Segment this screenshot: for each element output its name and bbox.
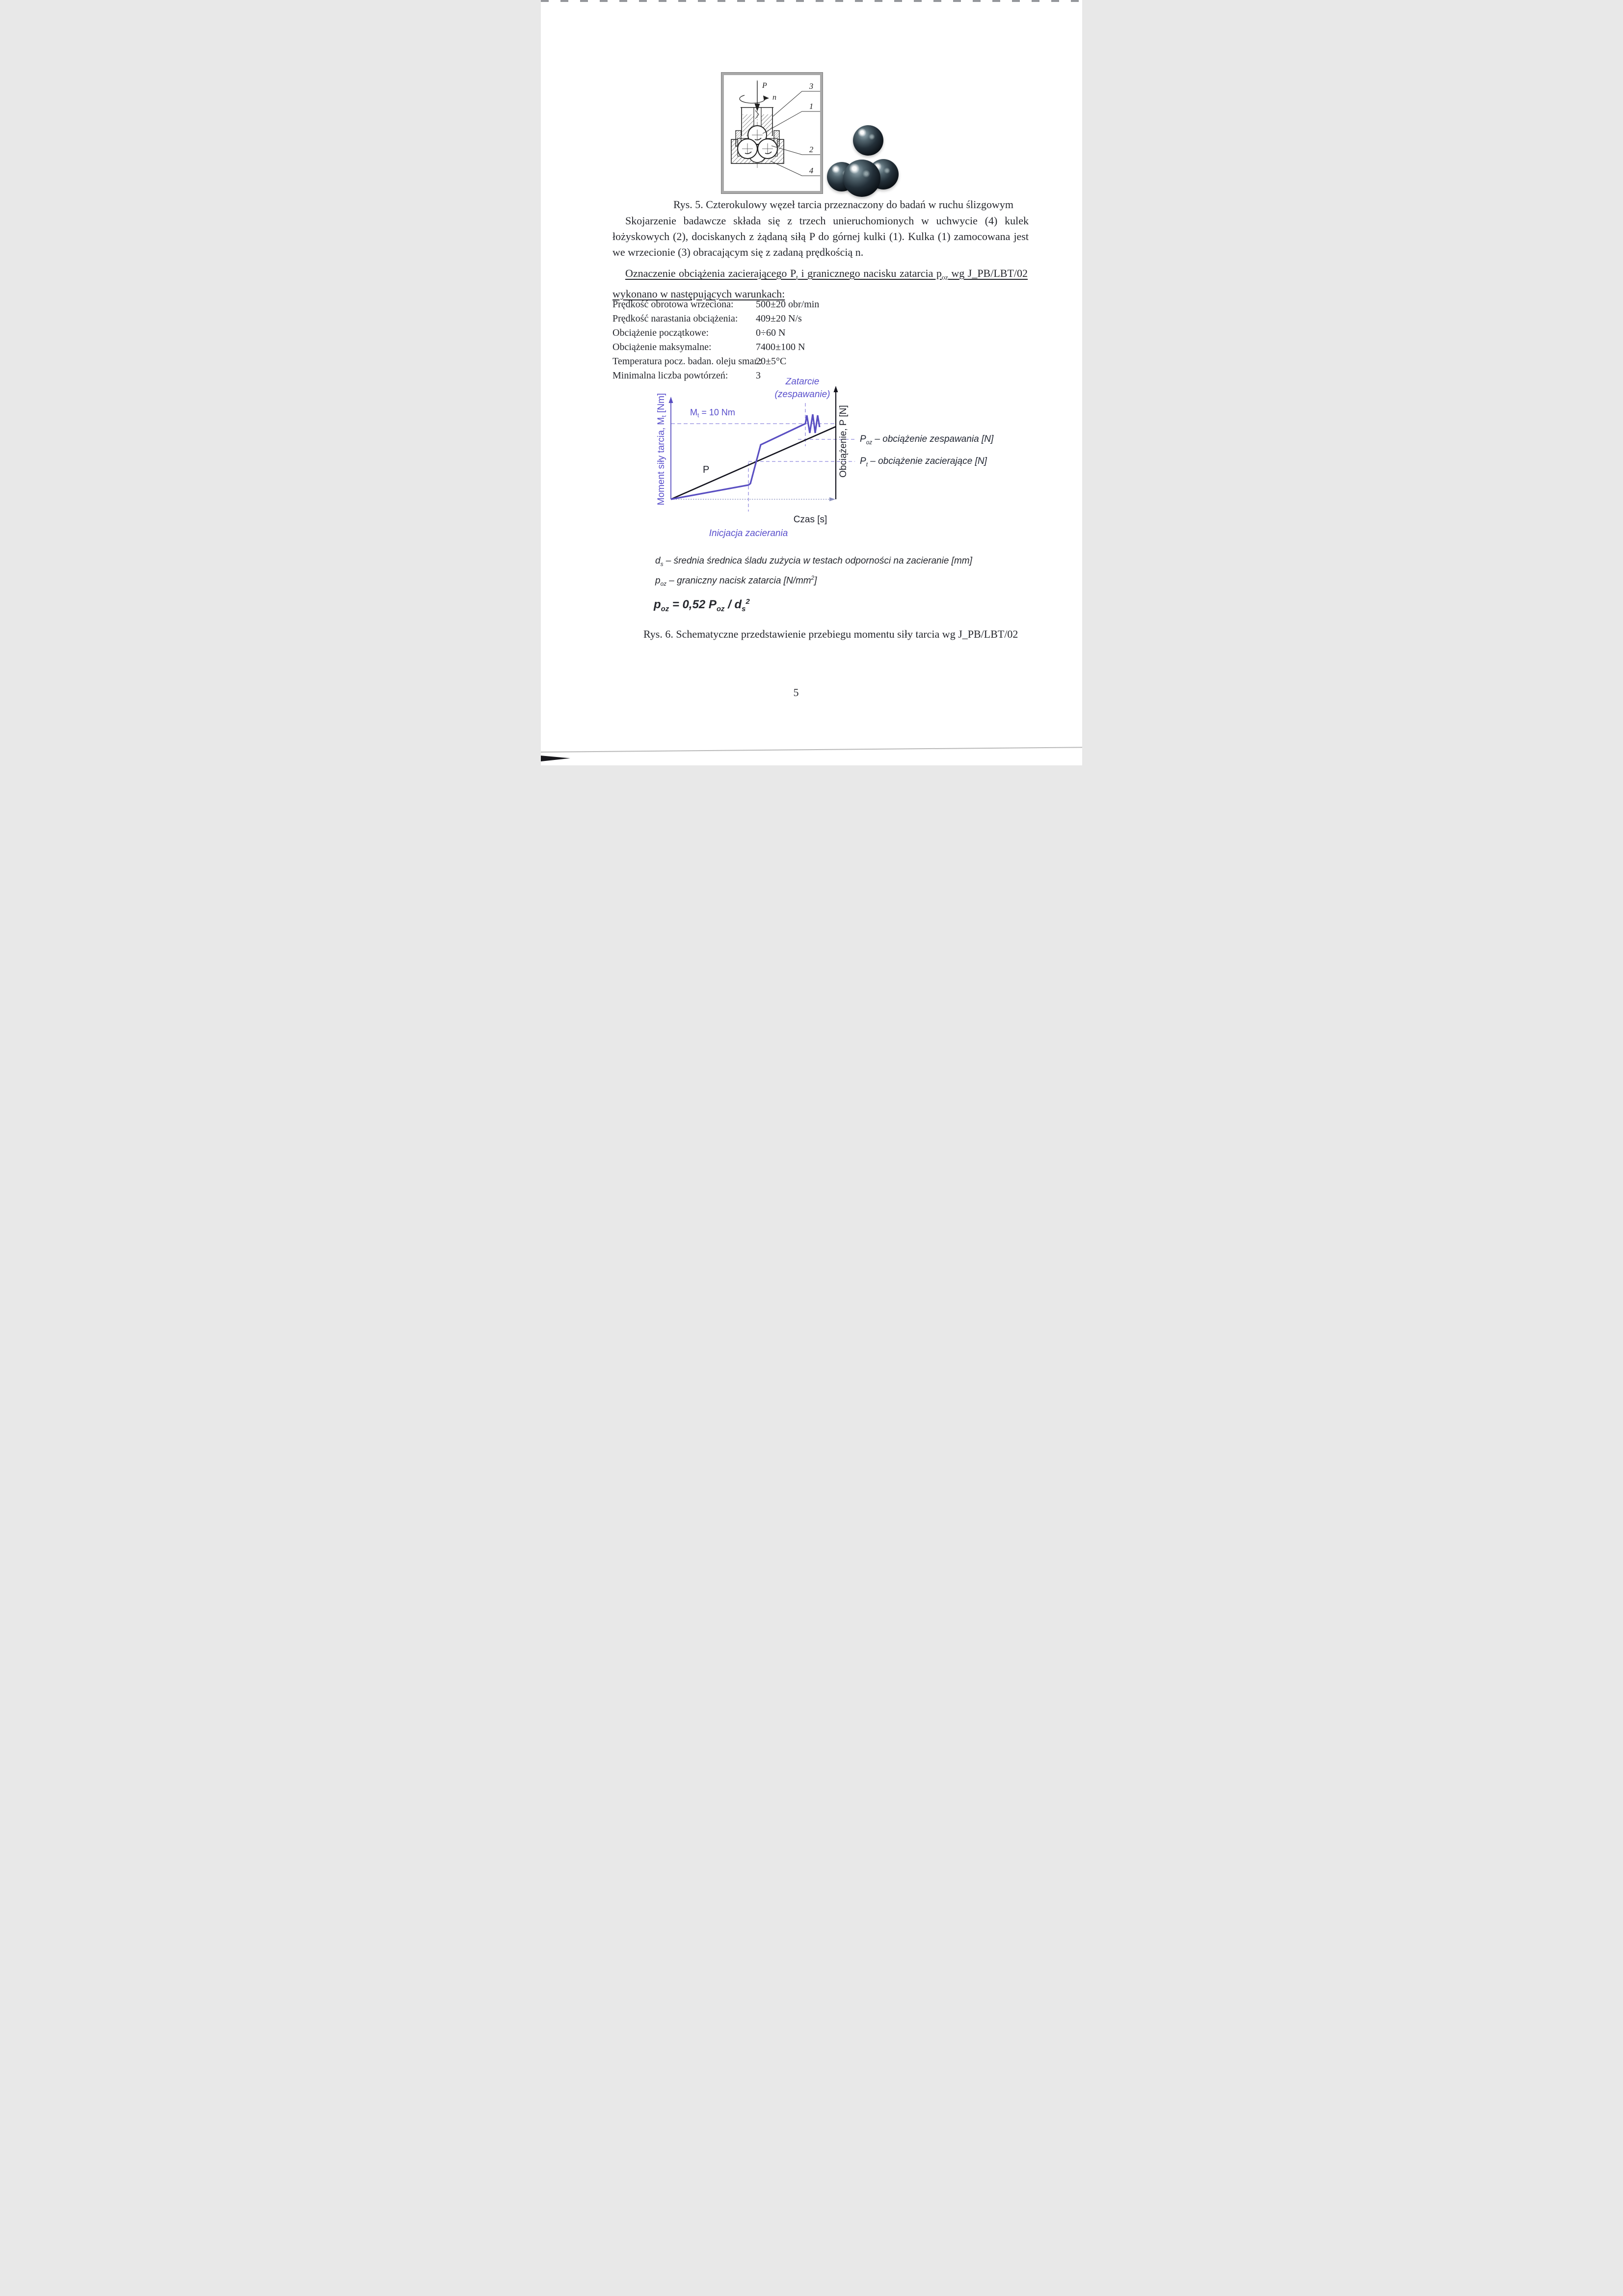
condition-label: Obciążenie początkowe: <box>612 327 709 338</box>
photo-ball-top <box>853 125 883 156</box>
right-axis-title: Obciążenie, P [N] <box>838 405 849 478</box>
condition-label: Obciążenie maksymalne: <box>612 342 712 352</box>
heading-sub-t: t <box>796 273 798 281</box>
heading-part1: Oznaczenie obciążenia zacierającego P <box>625 267 797 279</box>
bearing-balls-photo <box>825 123 935 200</box>
heading-part3: wg J_PB/LBT/02 wykonano w następujących warunkach: <box>612 267 1028 300</box>
condition-label: Minimalna liczba powtórzeń: <box>612 370 728 381</box>
condition-label: Prędkość narastania obciążenia: <box>612 313 738 324</box>
scan-artifact-top <box>541 0 1082 2</box>
conditions-heading <box>612 265 1028 302</box>
pt-annotation-text: – obciążenie zacierające [N] <box>867 456 987 466</box>
figure5-drawing-box <box>721 73 823 193</box>
friction-torque-curve <box>671 414 820 499</box>
x-axis-arrow <box>829 497 835 501</box>
formula-s3: s <box>742 605 746 613</box>
heading-part2: i granicznego nacisku zatarcia p <box>798 267 942 279</box>
legend-ds <box>655 556 972 567</box>
inicjacja-label: Inicjacja zacierania <box>709 528 788 539</box>
condition-value: 409±20 N/s <box>756 313 802 324</box>
condition-row <box>612 297 1029 312</box>
heading-sub-oz: oz <box>941 273 948 281</box>
poz-formula <box>654 598 750 613</box>
formula-p1: p <box>654 598 661 611</box>
left-axis-title <box>656 393 667 506</box>
formula-p2: = 0,52 P <box>669 598 717 611</box>
condition-label: Temperatura pocz. badan. oleju smar.: <box>612 356 762 367</box>
part-label-1: 1 <box>809 102 814 111</box>
poz-annotation-symbol: P <box>860 434 866 444</box>
poz-annotation <box>860 434 993 446</box>
left-axis-title-main: Moment siły tarcia, M <box>656 417 666 506</box>
mt-limit-label-rest: = 10 Nm <box>699 407 735 417</box>
pt-annotation <box>860 456 987 468</box>
figure5-caption: Rys. 5. Czterokulowy węzeł tarcia przeznaczony do badań w ruchu ślizgowym <box>673 198 1014 211</box>
left-axis-title-unit: [Nm] <box>656 393 666 416</box>
legend-poz-text: – graniczny nacisk zatarcia [N/mm <box>666 575 811 586</box>
condition-value: 7400±100 N <box>756 342 805 352</box>
mt-limit-label-m: M <box>690 407 697 417</box>
page-number: 5 <box>793 686 799 699</box>
condition-row <box>612 312 1029 326</box>
force-label: P <box>762 81 767 90</box>
legend-poz-sup: 2 <box>811 575 815 581</box>
rotation-arrow-head <box>763 96 769 101</box>
four-ball-node-drawing <box>724 75 820 191</box>
left-axis-title-sub: t <box>660 415 667 417</box>
pt-annotation-sub: t <box>866 461 868 468</box>
legend-poz <box>655 575 817 587</box>
legend-ds-text: – średnia średnica śladu zużycia w testach odporności na zacieranie [mm] <box>663 556 972 566</box>
conditions-list <box>612 297 1029 383</box>
poz-annotation-text: – obciążenie zespawania [N] <box>872 434 994 444</box>
condition-value: 0÷60 N <box>756 327 786 338</box>
part-label-3: 3 <box>809 81 814 91</box>
zatarcie-label-line2: (zespawanie) <box>774 389 830 400</box>
break-line <box>755 110 759 119</box>
photo-ball-front <box>843 160 880 197</box>
zatarcie-label-line1: Zatarcie <box>785 378 820 387</box>
rotation-arc <box>740 95 765 103</box>
scan-artifact-bottom-line <box>541 747 1082 753</box>
part-label-4: 4 <box>809 166 814 175</box>
legend-ds-symbol: d <box>655 556 661 566</box>
legend-poz-sub: oz <box>660 581 667 588</box>
load-line-label: P <box>703 464 710 475</box>
condition-label: Prędkość obrotowa wrzeciona: <box>612 299 734 310</box>
legend-poz-symbol: p <box>655 575 661 586</box>
load-line-P <box>671 427 836 499</box>
formula-p3: / d <box>724 598 742 611</box>
condition-value: 500±20 obr/min <box>756 299 820 310</box>
left-y-axis-arrow <box>669 397 673 403</box>
formula-s1: oz <box>661 605 669 613</box>
condition-value: 20±5°C <box>756 356 787 367</box>
friction-torque-chart <box>655 378 1053 545</box>
right-y-axis-arrow <box>834 386 838 392</box>
formula-sup: 2 <box>745 598 750 606</box>
condition-value: 3 <box>756 370 761 381</box>
poz-annotation-sub: oz <box>866 439 873 446</box>
rotation-label: n <box>772 93 776 102</box>
intro-paragraph: Skojarzenie badawcze składa się z trzech unieruchomionych w uchwycie (4) kulek łożyskowych (2), dociskanych z żądaną siłą P do górnej kulki (1). Kulka (1) zamocowana jest we wrzecionie (3) obracającym się z zadaną prędkością n. <box>612 215 1029 258</box>
x-axis-title: Czas [s] <box>793 514 827 525</box>
formula-s2: oz <box>716 605 725 613</box>
legend-ds-sub: s <box>660 561 664 567</box>
condition-row <box>612 354 1029 369</box>
part-label-2: 2 <box>809 145 814 154</box>
figure6-caption: Rys. 6. Schematyczne przedstawienie przebiegu momentu siły tarcia wg J_PB/LBT/02 <box>643 628 1018 640</box>
scan-artifact-bottom-wedge <box>541 753 570 761</box>
condition-row <box>612 326 1029 340</box>
mt-limit-label <box>690 407 735 419</box>
condition-row <box>612 340 1029 354</box>
pt-annotation-symbol: P <box>860 456 866 466</box>
document-page <box>541 0 1082 765</box>
legend-poz-close: ] <box>814 575 817 586</box>
mt-limit-label-sub: t <box>697 412 699 419</box>
